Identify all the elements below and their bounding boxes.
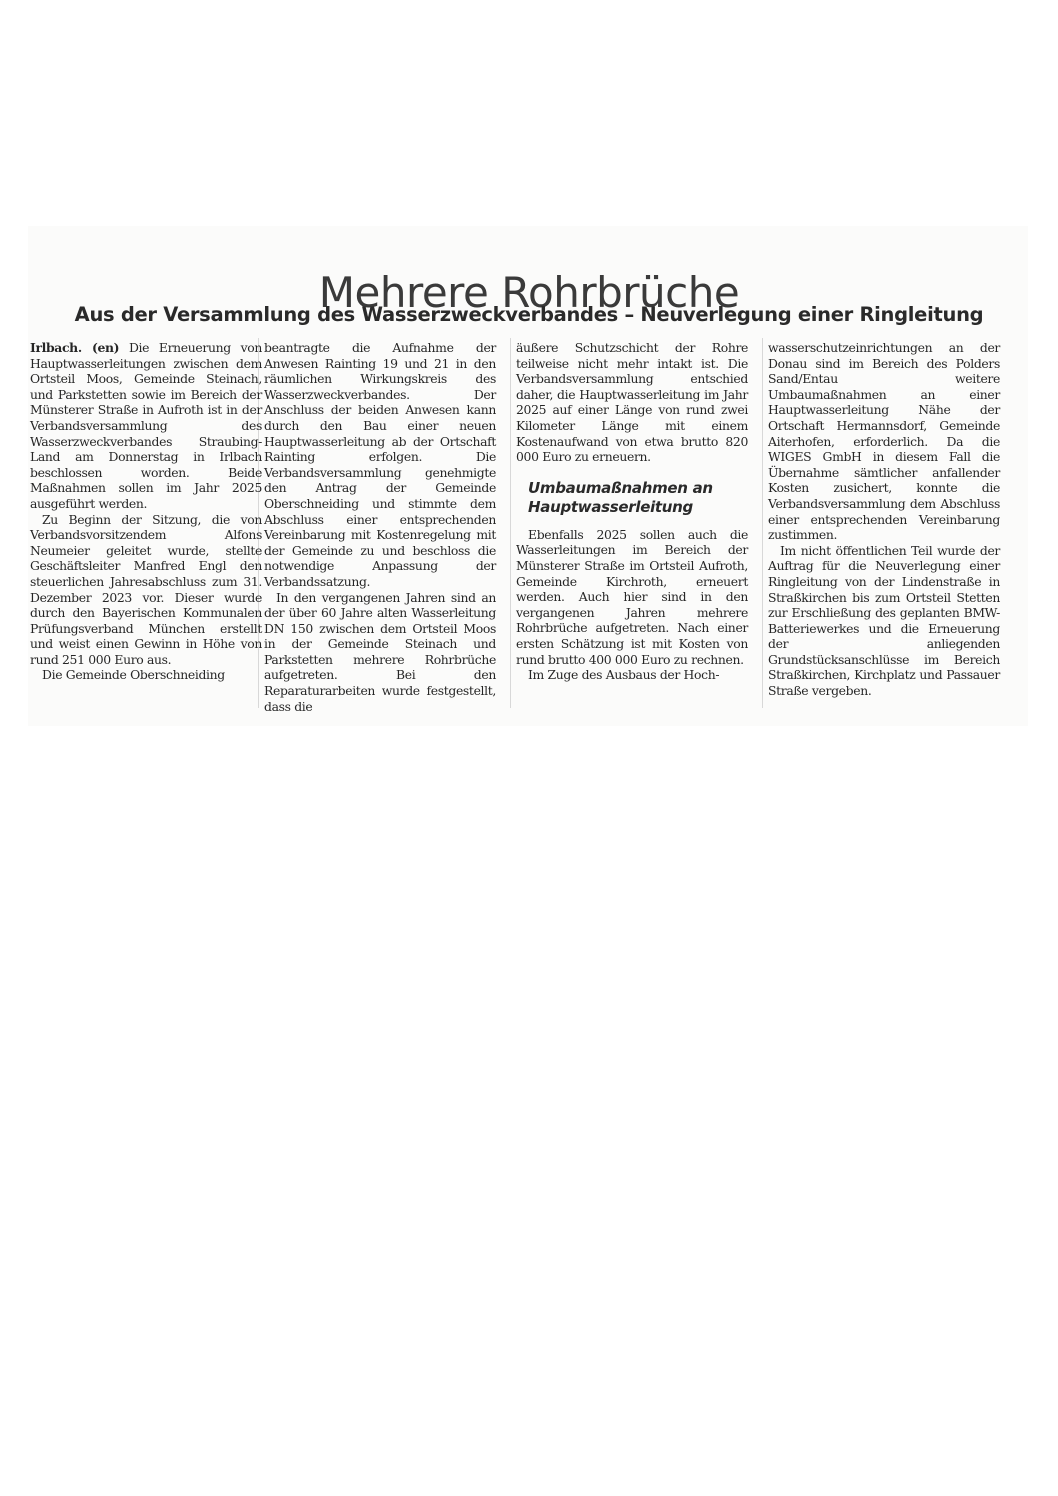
- section-subheading: Umbaumaßnahmen an Hauptwasserleitung: [528, 478, 713, 516]
- column-divider: [510, 338, 511, 708]
- paragraph: Die Gemeinde Oberschneiding: [42, 667, 225, 683]
- paragraph: Im Zuge des Ausbaus der Hoch-: [528, 667, 720, 683]
- article-subheadline: Aus der Versammlung des Wasserzweckverbandes – Neuverlegung einer Ringleitung: [74, 303, 984, 326]
- paragraph: Ebenfalls 2025 sollen auch die Wasserleitungen im Bereich der Münsterer Straße im Ortsteil Aufroth, Gemeinde Kirchroth, erneuert werden. Auch hier sind in den vergangenen Jahren mehrere Rohrbrüche aufgetreten. Nach einer ersten Schätzung ist mit Kosten von rund brutto 400 000 Euro zu rechnen.: [516, 526, 748, 667]
- paragraph: Im nicht öffentlichen Teil wurde der Auftrag für die Neuverlegung einer Ringleitung von der Lindenstraße in Straßkirchen bis zum Ortsteil Stetten zur Erschließung des geplanten BMW-Batteriewerkes und die Erneuerung der anliegenden Grundstücksanschlüsse im Bereich Straßkirchen, Kirchplatz und Passauer Straße vergeben.: [768, 542, 1000, 699]
- paragraph: In den vergangenen Jahren sind an der über 60 Jahre alten Wasserleitung DN 150 zwischen dem Ortsteil Moos in der Gemeinde Steinach und Parkstetten mehrere Rohrbrüche aufgetreten. Bei den Reparaturarbeiten wurde festgestellt, dass die: [264, 589, 496, 714]
- paragraph: Zu Beginn der Sitzung, die von Verbandsvorsitzendem Alfons Neumeier geleitet wurde, stellte Geschäftsleiter Manfred Engl den steuerlichen Jahresabschluss zum 31. Dezember 2023 vor. Dieser wurde durch den Bayerischen Kommunalen Prüfungsverband München erstellt und weist einen Gewinn in Höhe von rund 251 000 Euro aus.: [30, 511, 262, 667]
- paragraph: wasserschutzeinrichtungen an der Donau sind im Bereich des Polders Sand/Entau weitere Umbaumaßnahmen an einer Hauptwasserleitung Nähe der Ortschaft Hermannsdorf, Gemeinde Aiterhofen, erforderlich. Da die WIGES GmbH in diesem Fall die Übernahme sämtlicher anfallender Kosten zusichert, konnte die Verbandsversammlung dem Abschluss einer entsprechenden Vereinbarung zustimmen.: [768, 340, 1000, 543]
- article-column-1: [30, 340, 262, 683]
- paragraph-text: Die Erneuerung von Hauptwasserleitungen zwischen dem Ortsteil Moos, Gemeinde Steinach, und Parkstetten sowie im Bereich der Münsterer Straße in Aufroth ist in der Verbandsversammlung des Wasserzweckverbandes Straubing-Land am Donnerstag in Irlbach beschlossen worden. Beide Maßnahmen sollen im Jahr 2025 ausgeführt werden.: [30, 340, 262, 511]
- article-column-4: [768, 340, 1000, 699]
- paragraph: beantragte die Aufnahme der Anwesen Rainting 19 und 21 in den räumlichen Wirkungskreis des Wasserzweckverbandes. Der Anschluss der beiden Anwesen kann durch den Bau einer neuen Hauptwasserleitung ab der Ortschaft Rainting erfolgen. Die Verbandsversammlung genehmigte den Antrag der Gemeinde Oberschneiding und stimmte dem Abschluss einer entsprechenden Vereinbarung mit Kostenregelung mit der Gemeinde zu und beschloss die notwendige Anpassung der Verbandssatzung.: [264, 340, 496, 589]
- column-divider: [762, 338, 763, 708]
- article-headline: Mehrere Rohrbrüche: [318, 268, 740, 318]
- dateline: Irlbach. (en): [30, 340, 120, 355]
- article-column-3: [516, 340, 748, 683]
- paragraph: äußere Schutzschicht der Rohre teilweise nicht mehr intakt ist. Die Verbandsversammlung entschied daher, die Hauptwasserleitung im Jahr 2025 auf einer Länge von rund zwei Kilometer Länge mit einem Kostenaufwand von etwa brutto 820 000 Euro zu erneuern.: [516, 340, 748, 465]
- article-column-2: [264, 340, 496, 714]
- paragraph: [30, 340, 262, 512]
